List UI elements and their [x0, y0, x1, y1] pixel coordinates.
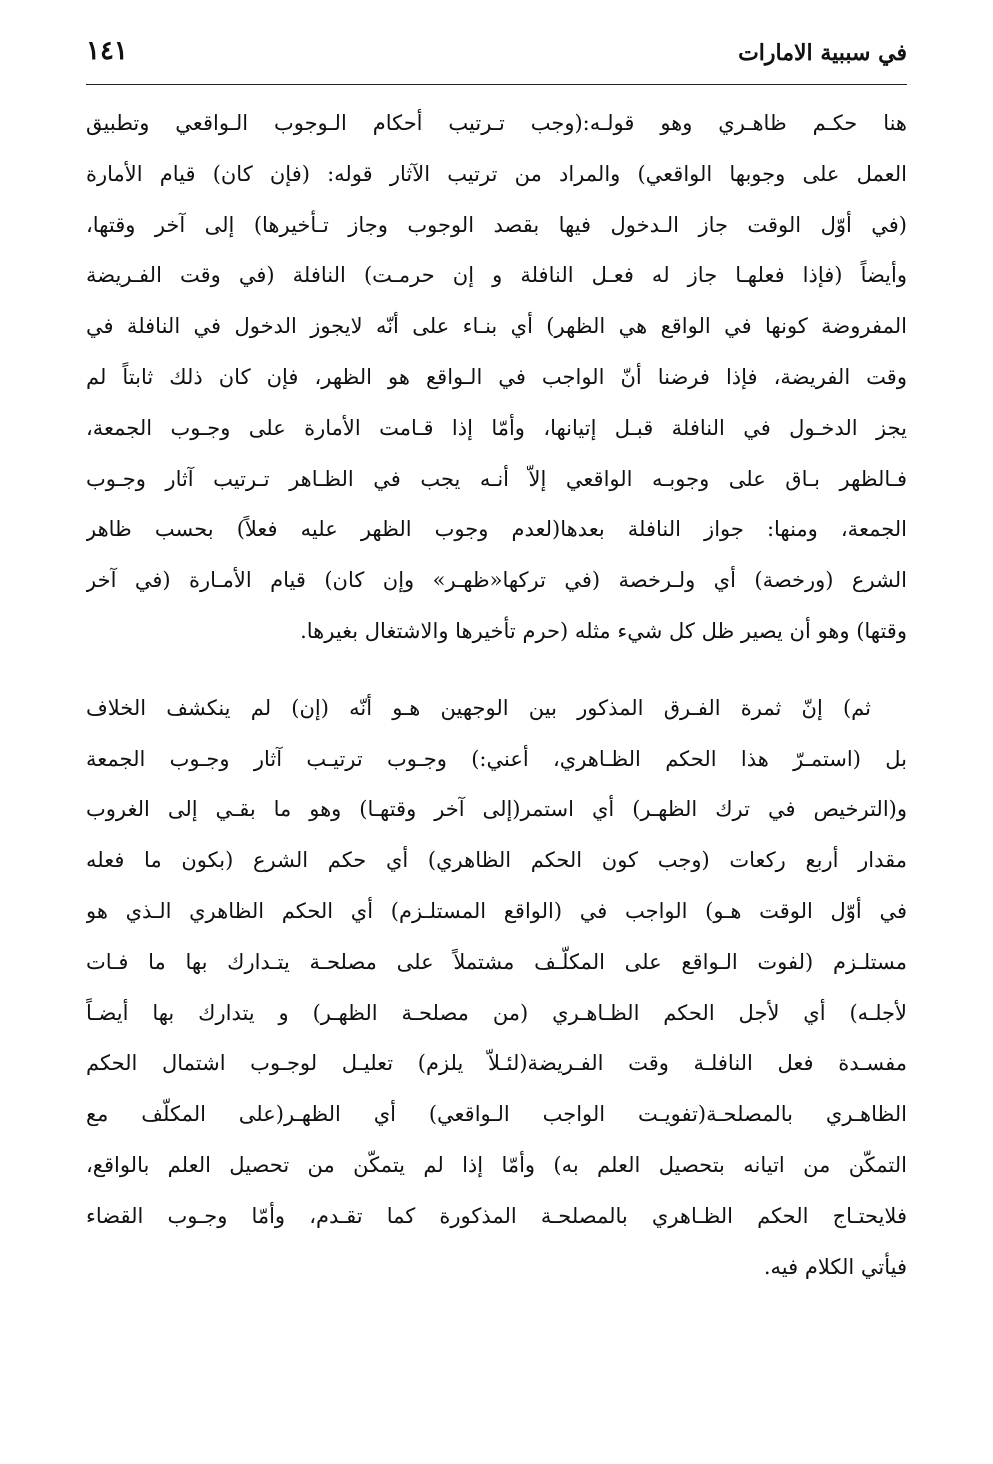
- text-line: وقتها) وهو أن يصير ظل كل شيء مثله (حرم تأخيرها والاشتغال بغيرها.: [300, 618, 907, 643]
- body-text: [86, 98, 907, 1292]
- text-line: وقت الفريضة، فإذا فرضنا أنّ الواجب في الـواقع هو الظهر، فإن كان ذلك ثابتاً لم: [86, 364, 907, 389]
- running-header: [86, 30, 907, 85]
- text-line: بل (استمـرّ هذا الحكم الظـاهري، أعني:) وجـوب ترتيـب آثار وجـوب الجمعة: [86, 746, 907, 771]
- text-line: (في أوّل الوقت جاز الـدخول فيها بقصد الوجوب وجاز تـأخيرها) إلى آخر وقتها،: [86, 212, 907, 237]
- chapter-title: في سببية الامارات: [738, 40, 907, 66]
- text-line: فـالظهر بـاق على وجوبـه الواقعي إلاّ أنـه يجب في الظـاهر تـرتيب آثار وجـوب: [86, 466, 907, 491]
- text-line: الشرع (ورخصة) أي ولـرخصة (في تركها«ظهـر» وإن كان) قيام الأمـارة (في آخر: [86, 568, 907, 593]
- text-line: المفروضة كونها في الواقع هي الظهر) أي بنـاء على أنّه لايجوز الدخول في النافلة في: [86, 314, 907, 339]
- text-line: وأيضاً (فإذا فعلهـا جاز له فعـل النافلة و إن حرمـت) النافلة (في وقت الفـريضة: [86, 263, 907, 288]
- text-line: يجز الدخـول في النافلة قبـل إتيانها، وأمّا إذا قـامت الأمارة على وجـوب الجمعة،: [86, 415, 907, 440]
- text-line: مفسـدة فعل النافلـة وقت الفـريضة(لئـلاّ يلزم) تعليـل لوجـوب اشتمال الحكم: [86, 1051, 907, 1076]
- text-line: مقدار أربع ركعات (وجب كون الحكم الظاهري) أي حكم الشرع (بكون ما فعله: [86, 848, 907, 873]
- paragraph-1: [86, 98, 907, 657]
- text-line: ثم) إنّ ثمرة الفـرق المذكور بين الوجهين هـو أنّه (إن) لم ينكشف الخلاف: [86, 695, 871, 720]
- text-line: فلايحتـاج الحكم الظـاهري بالمصلحـة المذكورة كما تقـدم، وأمّا وجـوب القضاء: [86, 1203, 907, 1228]
- text-line: و(الترخيص في ترك الظهـر) أي استمر(إلى آخر وقتهـا) وهو ما بقـي إلى الغروب: [86, 797, 907, 822]
- text-line: التمكّن من اتيانه بتحصيل العلم به) وأمّا إذا لم يتمكّن من تحصيل العلم بالواقع،: [86, 1152, 907, 1177]
- text-line: العمل على وجوبها الواقعي) والمراد من ترتيب الآثار قوله: (فإن كان) قيام الأمارة: [86, 161, 907, 186]
- text-line: هنا حكـم ظاهـري وهو قولـه:(وجب تـرتيب أحكام الـوجوب الـواقعي وتطبيق: [86, 111, 907, 135]
- page-number: ١٤١: [86, 36, 128, 66]
- text-line: الظاهـري بالمصلحـة(تفويـت الواجب الـواقعي) أي الظهـر(على المكلّف مع: [86, 1102, 907, 1127]
- paragraph-spacer: [86, 657, 907, 683]
- text-line: في أوّل الوقت هـو) الواجب في (الواقع المستلـزم) أي الحكم الظاهري الـذي هو: [86, 898, 907, 923]
- text-line: الجمعة، ومنها: جواز النافلة بعدها(لعدم وجوب الظهر عليه فعلاً) بحسب ظاهر: [86, 517, 907, 542]
- paragraph-2: [86, 683, 907, 1293]
- text-line: فيأتي الكلام فيه.: [763, 1254, 907, 1279]
- text-line: لأجلـه) أي لأجل الحكم الظـاهـري (من مصلحـة الظهـر) و يتدارك بها أيضـاً: [86, 1000, 907, 1025]
- text-line: مستلـزم (لفوت الـواقع على المكلّـف مشتملاً على مصلحـة يتـدارك بها ما فـات: [86, 949, 907, 974]
